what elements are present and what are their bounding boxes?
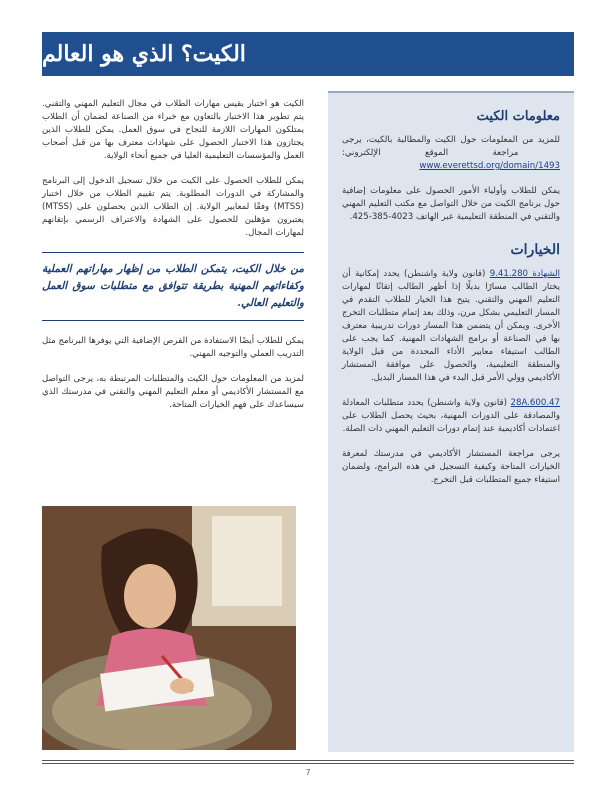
main-column [42, 98, 304, 424]
student-photo [42, 506, 296, 750]
resources-link[interactable]: www.everettsd.org/domain/1493 [419, 161, 560, 171]
footer-rule-secondary [42, 763, 574, 764]
sidebar-panel [328, 91, 574, 752]
resources-heading: معلومات الکیت [476, 109, 560, 124]
main-paragraph-2: يمكن للطلاب الحصول على الكيت من خلال تسجيل الدخول إلى البرنامج والمشاركة في الدورات المطلوبة. يتم تقييم الطلاب من خلال اختبار (MTSS) وفقًا لمعايير الولاية. إن الطلاب الذين يحصلون على (MTSS) يعتبرون مؤهلين للحصول على الشهادة والاعتراف الرسمي بإتقانهم لمهارات المجال. [42, 176, 304, 238]
rcw-link-2[interactable]: 28A.600.47 [510, 398, 560, 408]
footer-rule [42, 760, 574, 761]
main-paragraph-4: لمزيد من المعلومات حول الكيت والمتطلبات المرتبطة به، يرجى التواصل مع المستشار الأكاديمي أو معلم التعليم المهني والتقني في مدرستك الذي سيساعدك على فهم الخيارات المتاحة. [42, 374, 304, 410]
page-header [42, 32, 574, 76]
options-paragraph-3: يرجى مراجعة المستشار الأكاديمي في مدرستك لمعرفة الخيارات المتاحة وكيفية التسجيل في هذه البرامج، ولضمان استيفاء جميع المتطلبات قبل التخرج. [342, 449, 560, 485]
resources-paragraph-2: يمكن للطلاب وأولياء الأمور الحصول على معلومات إضافية حول برنامج الكيت من خلال التواصل مع مكتب التعليم المهني والتقني في المنطقة التعليمية عبر الهاتف 4023-385-425. [342, 186, 560, 222]
main-paragraph-3: يمكن للطلاب أيضًا الاستفادة من الفرص الإضافية التي يوفرها البرنامج مثل التدريب العملي والتوجيه المهني. [42, 336, 304, 359]
resources-paragraph-1-text: للمزيد من المعلومات حول الكيت والمطالبة بالكيت، يرجى مراجعة الموقع الإلكتروني: [342, 135, 560, 158]
options-paragraph-1-text: (قانون ولاية واشنطن) يحدد إمكانية أن يختار الطالب مسارًا بديلًا إذا أظهر الطالب إتقانًا لمهارات التعليم المهني والتقني. يتيح هذا الخيار للطلاب التقدم في المسار التعليمي بشكل مرن، وذلك بعد إتمام متطلبات التخرج الأخرى. ويمكن أن يتضمن هذا المسار دورات تدريبية معترف بها في الصناعة أو برامج الشهادات المهنية. كما يجب على الطالب استيفاء معايير الأداء المحددة من قبل الولاية والمنطقة التعليمية، والحصول على موافقة المستشار الأكاديمي وولي الأمر قبل البدء في هذا المسار البديل. [342, 269, 560, 383]
pull-quote: من خلال الكيت، يتمكن الطلاب من إظهار مهاراتهم العملية وكفاءاتهم المهنية بطريقة تتوافق مع متطلبات سوق العمل والتعليم العالي. [42, 252, 304, 321]
options-paragraph-2 [342, 397, 560, 436]
main-paragraph-1: الكيت هو اختبار يقيس مهارات الطلاب في مجال التعليم المهني والتقني. يتم تطوير هذا الاختبار بالتعاون مع خبراء من الصناعة لضمان أن الطلاب يمتلكون المهارات اللازمة للنجاح في سوق العمل. يمكن للطلاب الذين يجتازون هذا الاختبار الحصول على شهادات معترف بها من قبل أصحاب العمل والمؤسسات التعليمية العليا في جميع أنحاء الولاية. [42, 99, 304, 161]
page-title: الکیت؟ الذي هو العالم [42, 41, 246, 67]
resources-paragraph-1 [342, 134, 560, 173]
page-number: 7 [305, 768, 311, 777]
photo-girl-writing-icon [42, 506, 296, 750]
options-paragraph-1 [342, 268, 560, 385]
rcw-link-1[interactable]: الشهادة 9.41.280 [489, 269, 560, 279]
options-heading: الخيارات [510, 242, 560, 258]
options-paragraph-2-text: (قانون ولاية واشنطن) يحدد متطلبات المعادلة والمصادقة على الدورات المهنية، بحيث يحصل الطلاب على اعتمادات أكاديمية عند إتمام دورات التعليم المهني ذات الصلة. [342, 398, 560, 434]
